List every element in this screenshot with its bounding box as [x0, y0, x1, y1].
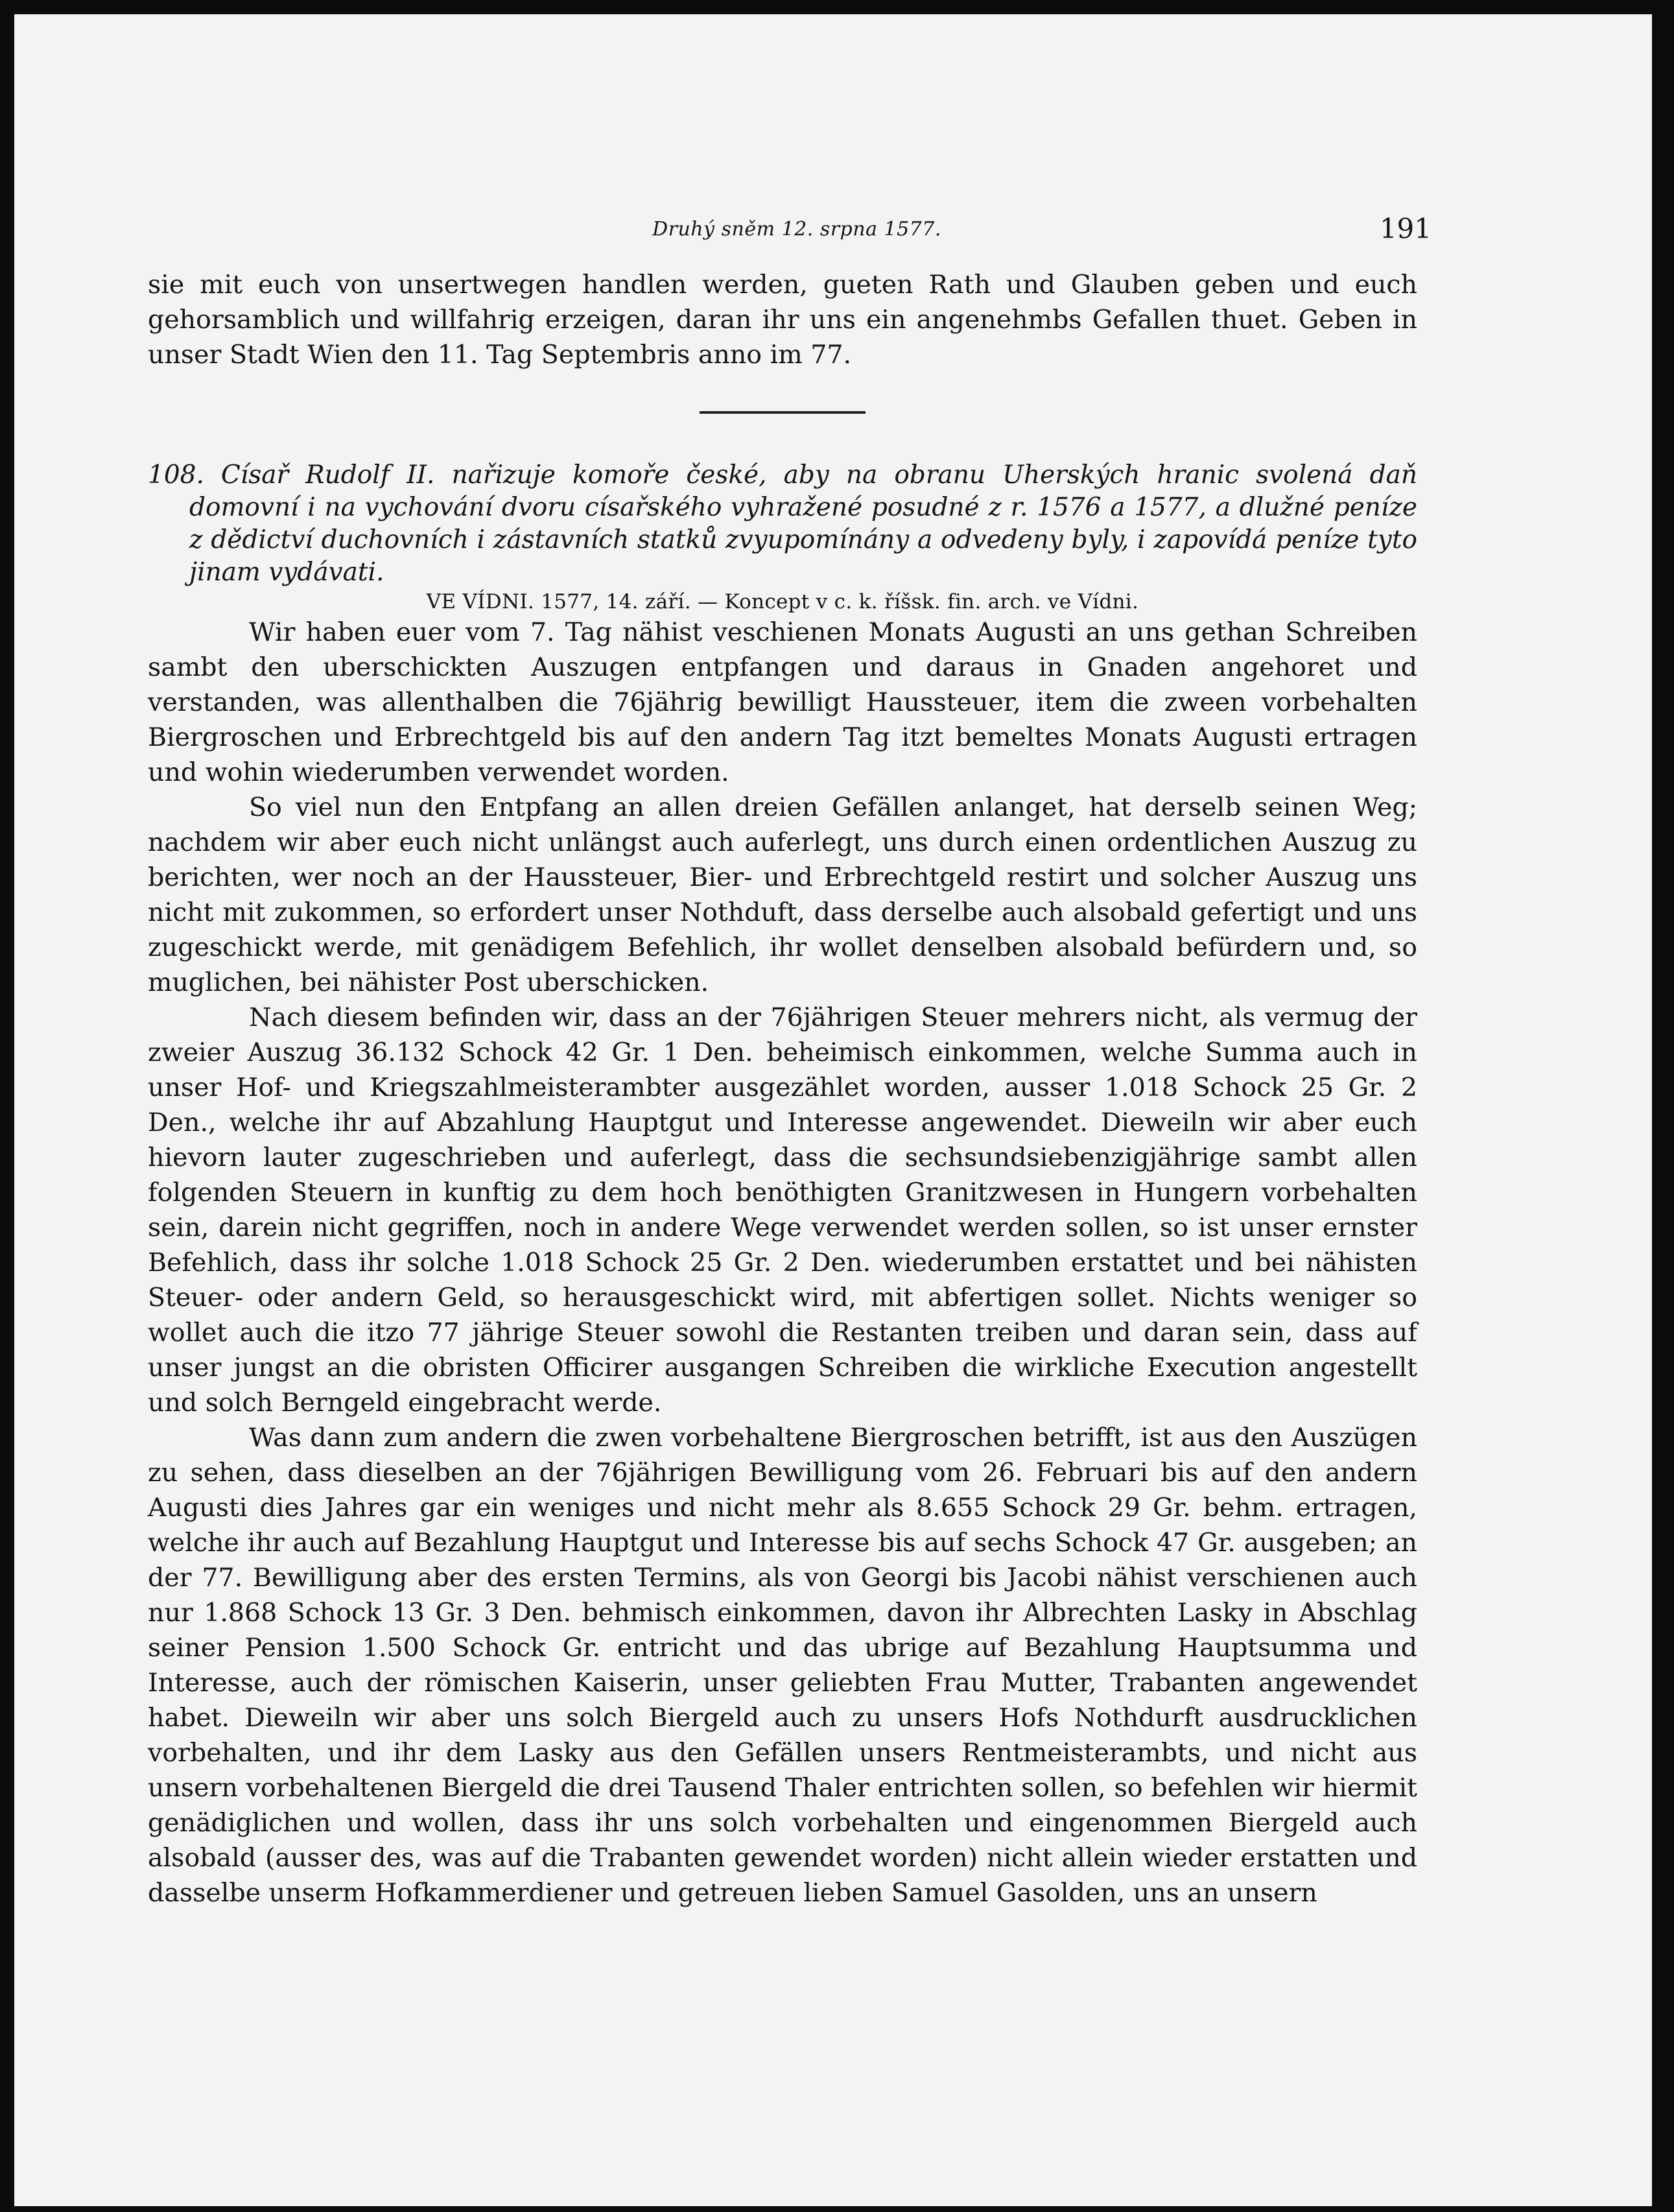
page-number: 191 — [1379, 213, 1432, 244]
paragraph: Wir haben euer vom 7. Tag nähist veschienen Monats Augusti an uns gethan Schreiben sambt den uberschickten Auszugen entpfangen und daraus in Gnaden angehoret und verstanden, was allenthalben die 76jährig bewilligt Haussteuer, item die zween vorbehalten Biergroschen und Erbrechtgeld bis auf den andern Tag itzt bemeltes Monats Augusti ertragen und wohin wiederumben verwendet worden. — [148, 617, 1417, 787]
continuation-paragraph: sie mit euch von unsertwegen handlen werden, gueten Rath und Glauben geben und euch gehorsamblich und willfahrig erzeigen, daran ihr uns ein angenehmbs Gefallen thuet. Geben in unser Stadt Wien den 11. Tag Septembris anno im 77. — [148, 270, 1417, 370]
running-title: Druhý sněm 12. srpna 1577. — [652, 218, 941, 241]
document-heading — [148, 459, 1417, 589]
document-title: Císař Rudolf II. nařizuje komoře české, aby na obranu Uherských hranic svolená daň domovní i na vychování dvoru císařského vyhražené posudné z r. 1576 a 1577, a dlužné peníze z dědictví duchovních i zástavních statků zvyupomínány a odvedeny byly, i zapovídá peníze tyto jinam vydávati. — [189, 460, 1418, 587]
document-source: VE VÍDNI. 1577, 14. září. — Koncept v c. k. říšsk. fin. arch. ve Vídni. — [426, 590, 1139, 613]
paragraph: So viel nun den Entpfang an allen dreien Gefällen anlanget, hat derselb seinen Weg; nachdem wir aber euch nicht unlängst auch auferlegt, uns durch einen ordentlichen Auszug zu berichten, wer noch an der Haussteuer, Bier- und Erbrechtgeld restirt und solcher Auszug uns nicht mit zukommen, so erfordert unser Nothduft, dass derselbe auch alsobald gefertigt und uns zugeschickt werde, mit genädigem Befehlich, ihr wollet denselben alsobald befürdern und, so muglichen, bei nähister Post uberschicken. — [148, 792, 1417, 997]
document-number: 108. — [148, 460, 204, 490]
paragraph: Was dann zum andern die zwen vorbehaltene Biergroschen betrifft, ist aus den Auszügen zu sehen, dass dieselben an der 76jährigen Bewilligung vom 26. Februari bis auf den andern Augusti dies Jahres gar ein weniges und nicht mehr als 8.655 Schock 29 Gr. behm. ertragen, welche ihr auch auf Bezahlung Hauptgut und Interesse bis auf sechs Schock 47 Gr. ausgeben; an der 77. Bewilligung aber des ersten Termins, als von Georgi bis Jacobi nähist verschienen auch nur 1.868 Schock 13 Gr. 3 Den. behmisch einkommen, davon ihr Albrechten Lasky in Abschlag seiner Pension 1.500 Schock Gr. entricht und das ubrige auf Bezahlung Hauptsumma und Interesse, auch der römischen Kaiserin, unser geliebten Frau Mutter, Trabanten angewendet habet. Dieweiln wir aber uns solch Biergeld auch zu unsers Hofs Nothdurft ausdrucklichen vorbehalten, und ihr dem Lasky aus den Gefällen unsers Rentmeisterambts, und nicht aus unsern vorbehaltenen Biergeld die drei Tausend Thaler entrichten sollen, so befehlen wir hiermit genädiglichen und wollen, dass ihr uns solch vorbehalten und eingenommen Biergeld auch alsobald (ausser des, was auf die Trabanten gewendet worden) nicht allein wieder erstatten und dasselbe unserm Hofkammerdiener und getreuen lieben Samuel Gasolden, uns an unsern — [148, 1423, 1417, 1908]
paragraph: Nach diesem befinden wir, dass an der 76jährigen Steuer mehrers nicht, als vermug der zweier Auszug 36.132 Schock 42 Gr. 1 Den. beheimisch einkommen, welche Summa auch in unser Hof- und Kriegszahlmeisterambter ausgezählet worden, ausser 1.018 Schock 25 Gr. 2 Den., welche ihr auf Abzahlung Hauptgut und Interesse angewendet. Dieweiln wir aber euch hievorn lauter zugeschrieben und auferlegt, dass die sechsundsiebenzigjährige sambt allen folgenden Steuern in kunftig zu dem hoch benöthigten Granitzwesen in Hungern vorbehalten sein, darein nicht gegriffen, noch in andere Wege verwendet werden sollen, so ist unser ernster Befehlich, dass ihr solche 1.018 Schock 25 Gr. 2 Den. wiederumben erstattet und bei nähisten Steuer- oder andern Geld, so herausgeschickt wird, mit abfertigen sollet. Nichts weniger so wollet auch die itzo 77 jährige Steuer sowohl die Restanten treiben und daran sein, dass auf unser jungst an die obristen Officirer ausgangen Schreiben die wirkliche Execution angestellt und solch Berngeld eingebracht werde. — [148, 1003, 1417, 1418]
body-text — [148, 267, 1417, 1910]
page-header — [162, 215, 1432, 254]
section-divider — [700, 411, 866, 414]
